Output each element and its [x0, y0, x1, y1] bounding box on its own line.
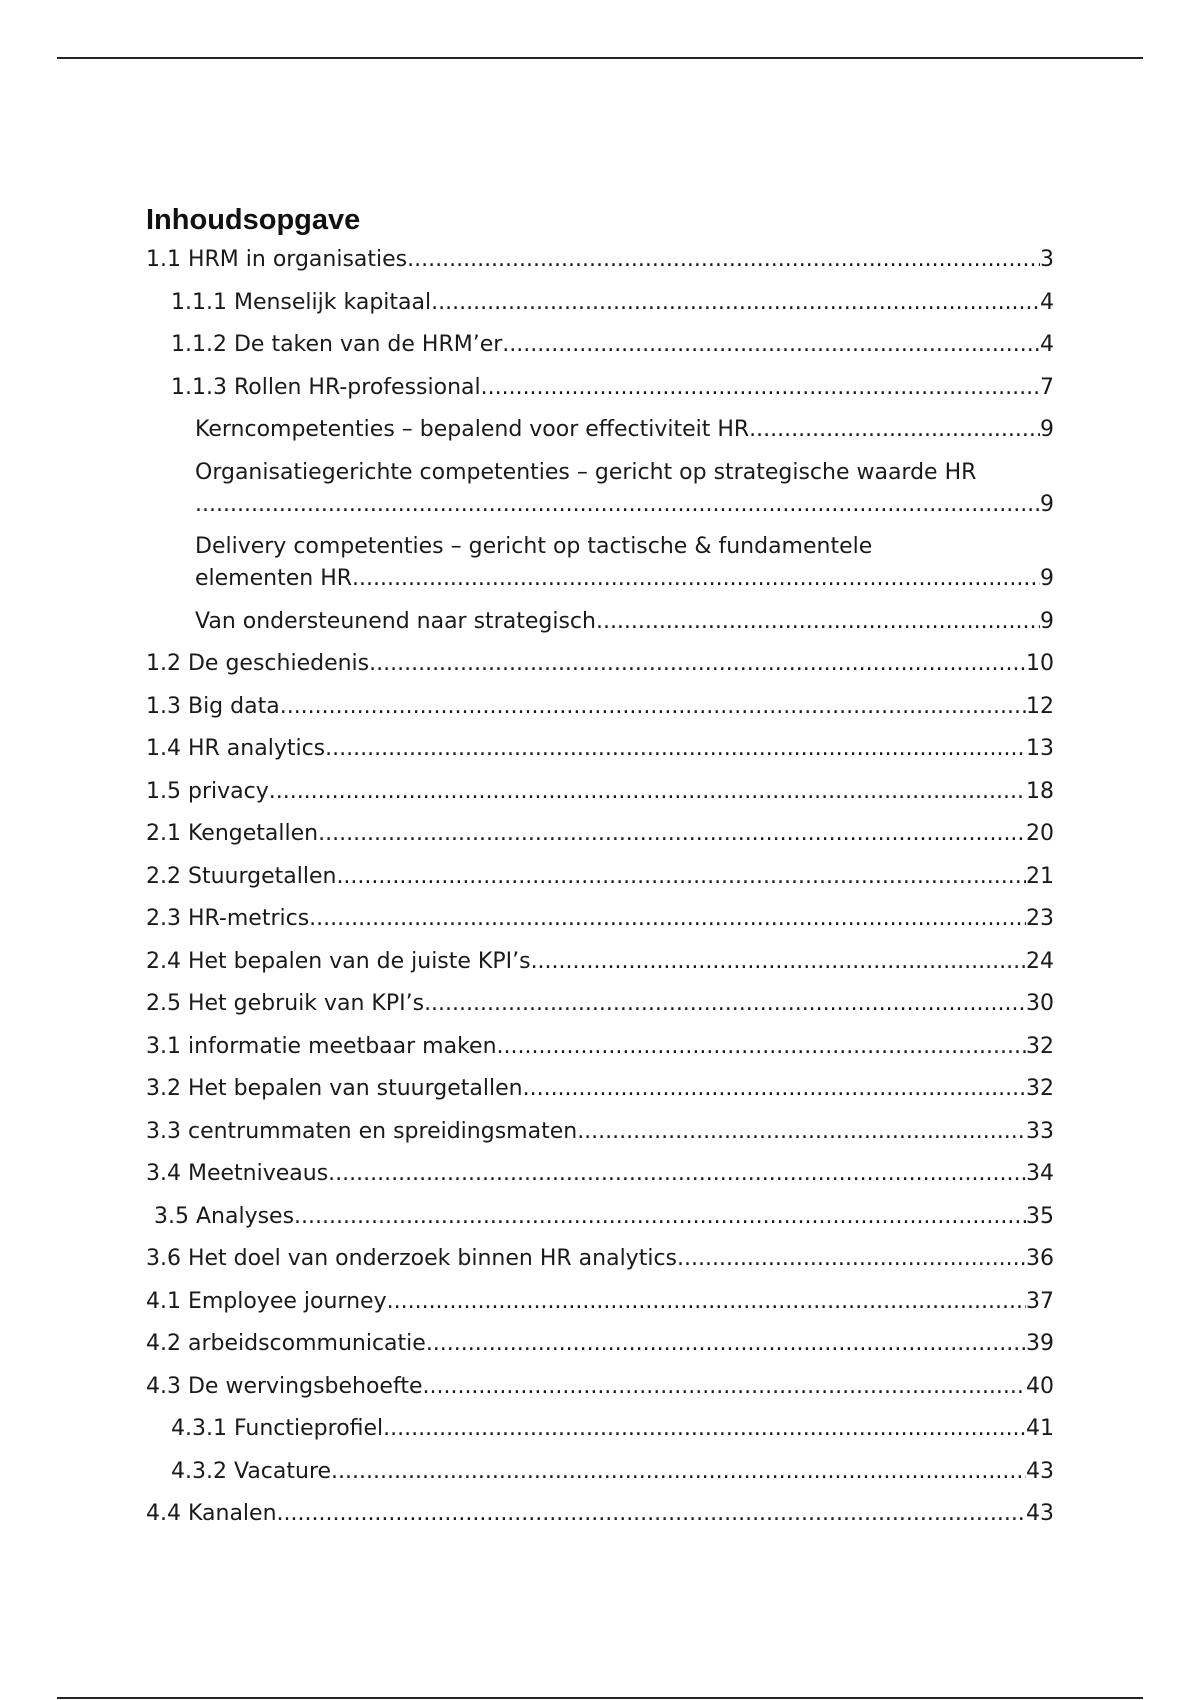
toc-entry-title: 3.5 Analyses [154, 1203, 295, 1229]
dot-leader [424, 988, 1026, 1020]
toc-entry-title: 1.5 privacy [146, 778, 269, 804]
toc-entry-title: 1.1.1 Menselijk kapitaal [171, 289, 432, 315]
toc-entry[interactable] [146, 1243, 1054, 1275]
toc-entry-page: 43 [1026, 1501, 1054, 1526]
toc-entry-title: 3.3 centrummaten en spreidingsmaten [146, 1118, 578, 1144]
toc-entry[interactable] [146, 1116, 1054, 1148]
toc-entry-page: 32 [1026, 1033, 1054, 1059]
dot-leader [677, 1243, 1026, 1275]
toc-entry-title: 4.2 arbeidscommunicatie [146, 1331, 426, 1356]
toc-entry-title: 4.4 Kanalen [146, 1501, 277, 1526]
toc-entry[interactable] [146, 1286, 1054, 1318]
toc-entry-title: 2.2 Stuurgetallen [146, 863, 337, 889]
toc-entry-title: Van ondersteunend naar strategisch [195, 608, 596, 634]
dot-leader [195, 489, 1040, 521]
toc-entry[interactable] [146, 861, 1054, 893]
toc-entry-title: 2.1 Kengetallen [146, 821, 319, 846]
toc-entry-page: 37 [1026, 1288, 1054, 1314]
toc-entry-page: 7 [1040, 374, 1054, 400]
toc-entry-page: 20 [1026, 821, 1054, 846]
toc-entry-title: 3.2 Het bepalen van stuurgetallen [146, 1076, 523, 1101]
dot-leader [407, 244, 1040, 276]
dot-leader [318, 818, 1026, 850]
toc-entry-title: Delivery competenties – gericht op tactische & fundamentele [195, 534, 873, 559]
toc-entry[interactable] [146, 1328, 1054, 1360]
dot-leader [277, 1498, 1026, 1530]
toc-entry-page: 30 [1026, 991, 1054, 1016]
dot-leader [280, 691, 1026, 723]
toc-entry-title: 1.1 HRM in organisaties [146, 247, 408, 272]
toc-entry[interactable] [146, 531, 1054, 595]
toc-entry-page: 9 [1040, 491, 1054, 517]
dot-leader [331, 1456, 1026, 1488]
toc-entry[interactable] [146, 606, 1054, 638]
toc-entry-title-continued: elementen HR [195, 566, 353, 591]
toc-entry-title: 1.2 De geschiedenis [146, 651, 370, 676]
toc-entry-title: 4.1 Employee journey [146, 1288, 387, 1314]
dot-leader [336, 861, 1026, 893]
toc-entry-title: 1.3 Big data [146, 693, 280, 719]
toc-entry-title: 3.4 Meetniveaus [146, 1161, 329, 1186]
dot-leader [523, 1073, 1026, 1105]
toc-entry-page: 21 [1026, 863, 1054, 889]
toc-entry[interactable] [146, 733, 1054, 765]
toc-entry-page: 23 [1026, 906, 1054, 931]
toc-entry-title: 2.5 Het gebruik van KPI’s [146, 991, 425, 1016]
toc-entry[interactable] [146, 1456, 1054, 1488]
toc-entry-page: 41 [1026, 1416, 1054, 1441]
header-rule [57, 57, 1143, 59]
toc-entry[interactable] [146, 329, 1054, 361]
dot-leader [502, 329, 1040, 361]
dot-leader [426, 1328, 1026, 1360]
toc-entry-title: 4.3 De wervingsbehoefte [146, 1373, 423, 1399]
dot-leader [422, 1371, 1026, 1403]
toc-entry[interactable] [146, 1498, 1054, 1530]
toc-entry[interactable] [146, 1201, 1054, 1233]
toc-entry-title: Organisatiegerichte competenties – gericht op strategische waarde HR [195, 459, 977, 485]
toc-entry[interactable] [146, 648, 1054, 680]
toc-entry[interactable] [146, 457, 1054, 521]
toc-entry[interactable] [146, 1371, 1054, 1403]
toc-entry[interactable] [146, 1031, 1054, 1063]
toc-list [146, 244, 1054, 1530]
dot-leader [749, 414, 1040, 446]
toc-entry-title: Kerncompetenties – bepalend voor effectiviteit HR [195, 417, 750, 442]
toc-entry-title: 1.1.2 De taken van de HRM’er [171, 332, 503, 357]
toc-entry-page: 40 [1026, 1373, 1054, 1399]
toc-entry-page: 13 [1026, 736, 1054, 761]
toc-entry-title: 3.1 informatie meetbaar maken [146, 1033, 497, 1059]
toc-entry[interactable] [146, 818, 1054, 850]
dot-leader [309, 903, 1026, 935]
toc-entry[interactable] [146, 691, 1054, 723]
toc-entry-page: 24 [1026, 948, 1054, 974]
toc-entry-page: 12 [1026, 693, 1054, 719]
dot-leader [369, 648, 1026, 680]
dot-leader [269, 776, 1026, 808]
dot-leader [481, 372, 1040, 404]
toc-entry-page: 32 [1026, 1076, 1054, 1101]
toc-entry[interactable] [146, 244, 1054, 276]
toc-entry-title: 3.6 Het doel van onderzoek binnen HR analytics [146, 1246, 677, 1271]
toc-entry-title: 4.3.1 Functieprofiel [171, 1416, 384, 1441]
toc-entry-page: 35 [1026, 1203, 1054, 1229]
toc-entry[interactable] [146, 1073, 1054, 1105]
toc-entry[interactable] [146, 1413, 1054, 1445]
toc-entry[interactable] [146, 988, 1054, 1020]
toc-entry-title: 4.3.2 Vacature [171, 1458, 332, 1484]
toc-entry-title: 2.4 Het bepalen van de juiste KPI’s [146, 948, 531, 974]
dot-leader [383, 1413, 1026, 1445]
dot-leader [531, 946, 1026, 978]
dot-leader [431, 287, 1040, 319]
toc-entry-page: 3 [1040, 247, 1054, 272]
dot-leader [328, 1158, 1026, 1190]
toc-entry-page: 33 [1026, 1118, 1054, 1144]
toc-entry-page: 10 [1026, 651, 1054, 676]
toc-entry[interactable] [146, 776, 1054, 808]
dot-leader [325, 733, 1026, 765]
toc-entry-page: 34 [1026, 1161, 1054, 1186]
dot-leader [387, 1286, 1026, 1318]
toc-entry-page: 9 [1040, 566, 1054, 591]
toc-entry[interactable] [146, 1158, 1054, 1190]
dot-leader [497, 1031, 1026, 1063]
dot-leader [577, 1116, 1026, 1148]
toc-entry-title: 1.1.3 Rollen HR-professional [171, 374, 481, 400]
toc-entry[interactable] [146, 287, 1054, 319]
toc-entry-page: 18 [1026, 778, 1054, 804]
toc-entry-page: 43 [1026, 1458, 1054, 1484]
toc-entry-page: 9 [1040, 417, 1054, 442]
toc-entry-page: 36 [1026, 1246, 1054, 1271]
toc-entry-title: 1.4 HR analytics [146, 736, 326, 761]
toc-entry-page: 4 [1040, 332, 1054, 357]
dot-leader [294, 1201, 1026, 1233]
toc-entry[interactable] [146, 372, 1054, 404]
dot-leader [352, 563, 1040, 595]
toc-entry-page: 39 [1026, 1331, 1054, 1356]
dot-leader [596, 606, 1040, 638]
toc-entry-page: 4 [1040, 289, 1054, 315]
toc-entry[interactable] [146, 946, 1054, 978]
toc-entry[interactable] [146, 903, 1054, 935]
toc-entry-title: 2.3 HR-metrics [146, 906, 310, 931]
table-of-contents [146, 200, 1054, 1541]
toc-entry[interactable] [146, 414, 1054, 446]
toc-title: Inhoudsopgave [146, 204, 361, 236]
toc-entry-page: 9 [1040, 608, 1054, 634]
footer-rule [57, 1697, 1143, 1699]
